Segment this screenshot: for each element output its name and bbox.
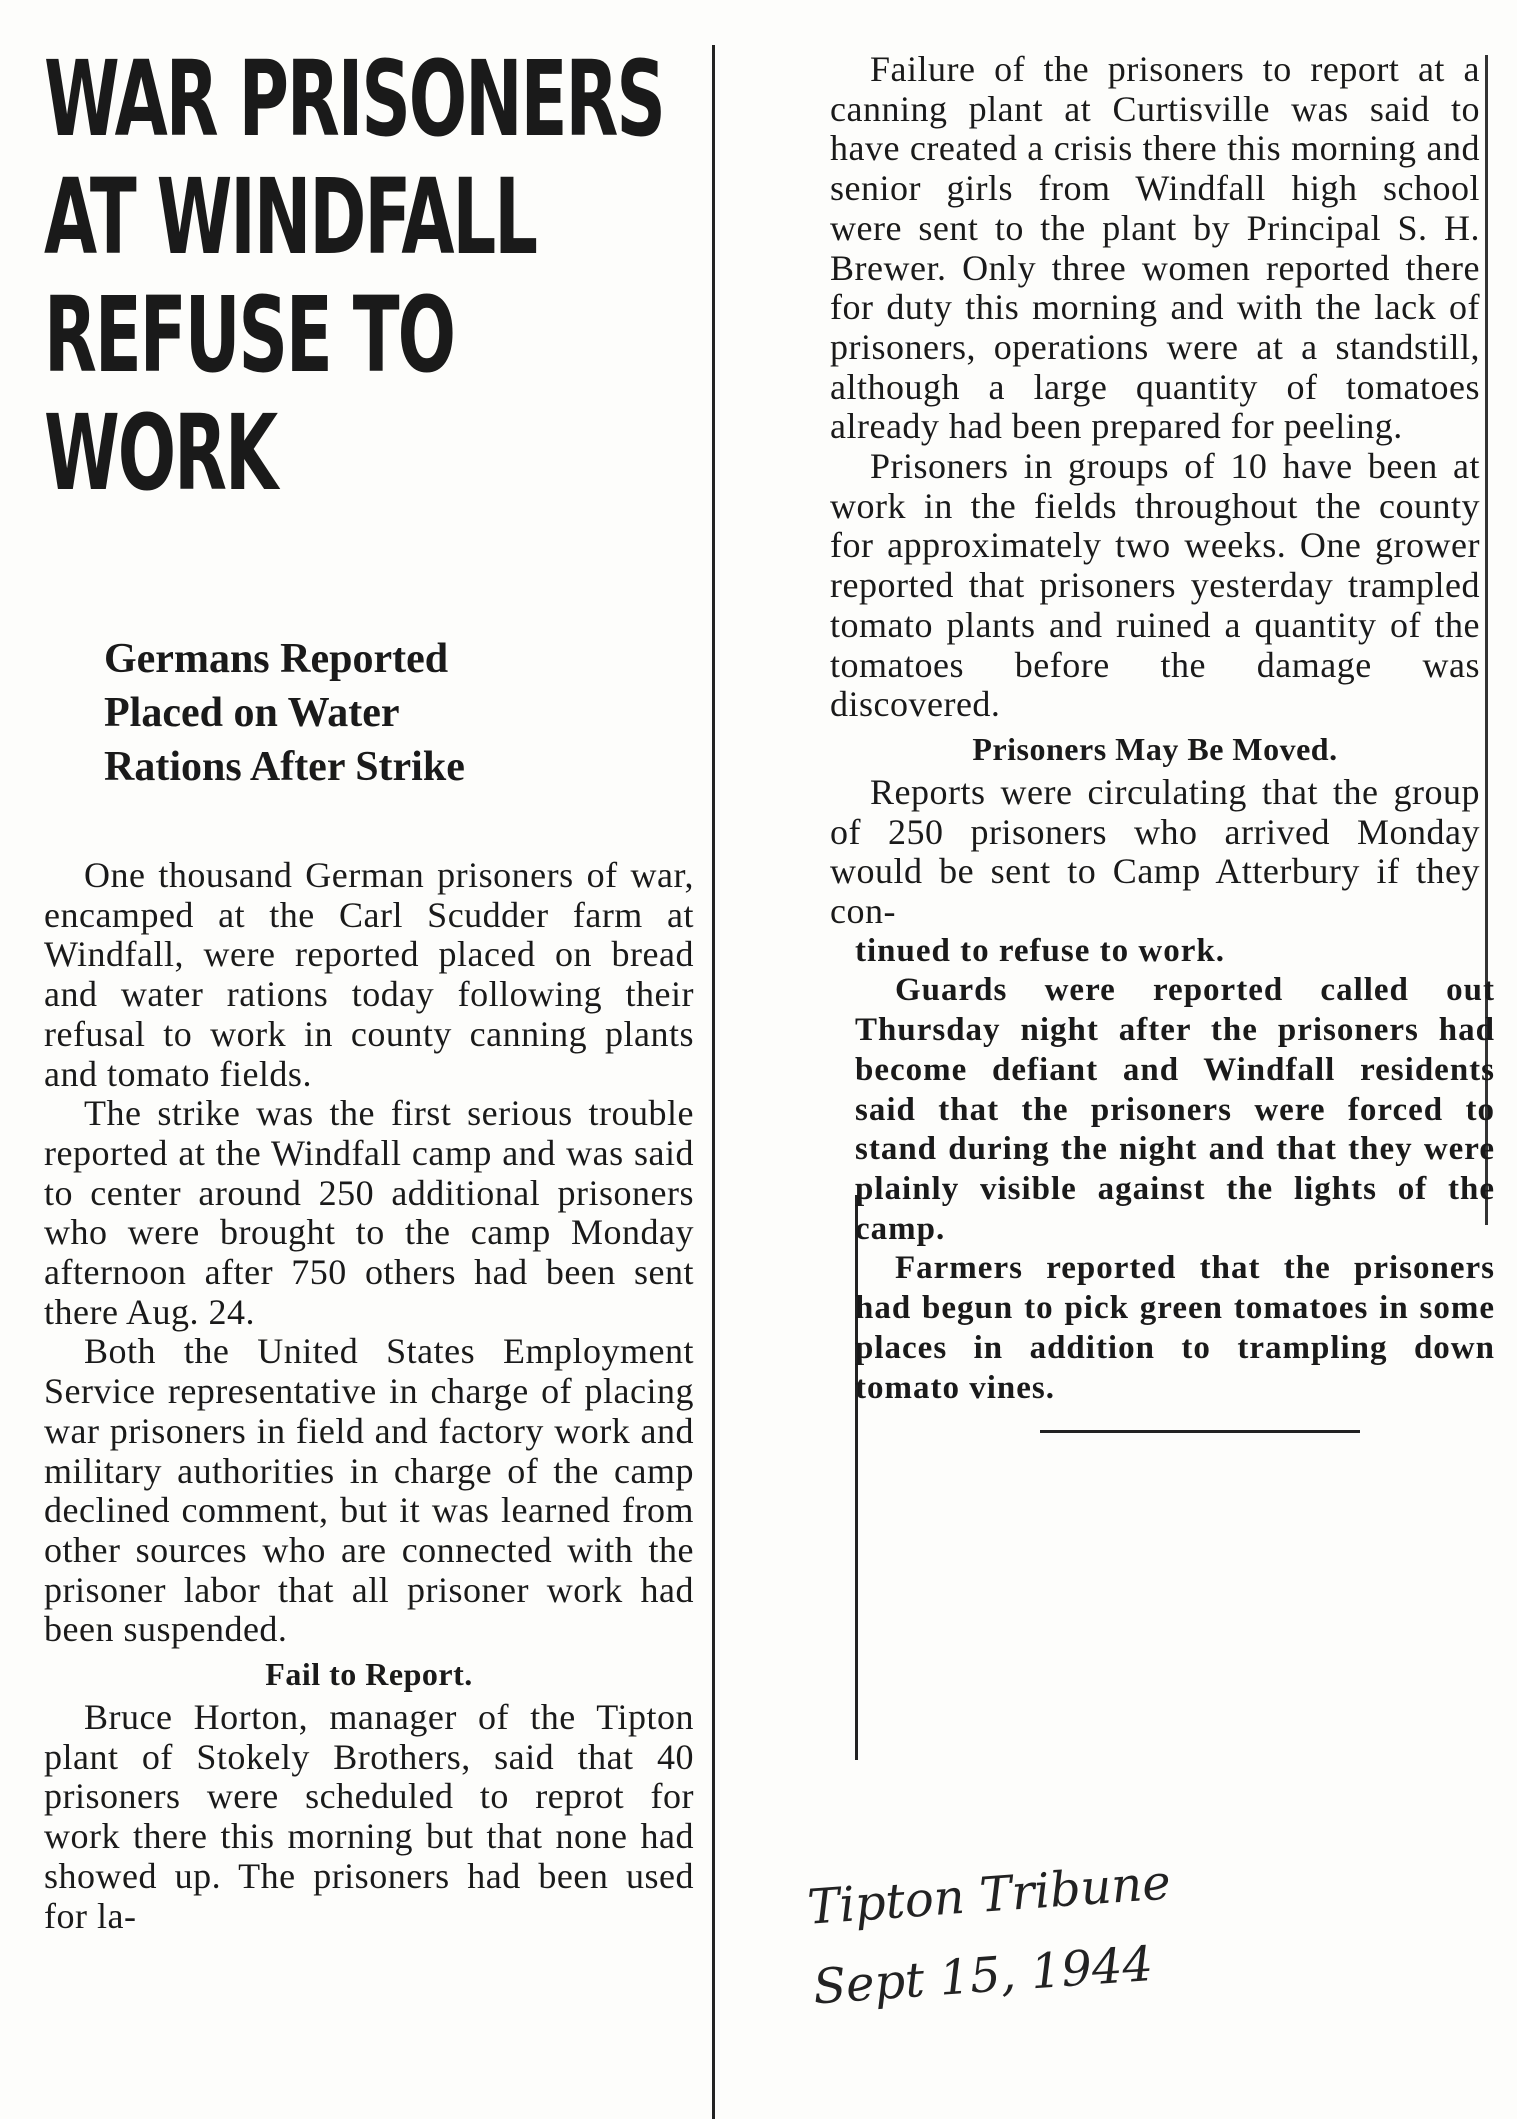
paragraph-3: Both the United States Employment Service representative in charge of placing war prisoners in field and factory work and military authorities in charge of the camp declined comment, but it was learned from other sources who are connected with the prisoner labor that all prisoner work had been suspended. bbox=[44, 1331, 694, 1650]
subhead-line-1: Germans Reported bbox=[104, 636, 449, 682]
right-column bbox=[830, 49, 1495, 1433]
handwritten-note bbox=[805, 1843, 1179, 2028]
left-column bbox=[44, 40, 694, 1936]
subhead-line-2: Placed on Water bbox=[104, 690, 400, 736]
headline bbox=[44, 40, 691, 512]
paragraph-1: One thousand German prisoners of war, encamped at the Carl Scudder farm at Windfall, were reported placed on bread and water rations today following their refusal to work in county canning plants and tomato fields. bbox=[44, 855, 694, 1094]
article-body-right bbox=[830, 50, 1480, 932]
headline-line-1: WAR PRISONERS bbox=[44, 38, 664, 160]
paragraph-4: Bruce Horton, manager of the Tipton plant of Stokely Brothers, said that 40 prisoners were scheduled to reprot for work there this morning but that none had showed up. The prisoners had been used for la- bbox=[44, 1697, 694, 1936]
article-body-lower-right bbox=[855, 932, 1495, 1408]
handwritten-date: Sept 15, 1944 bbox=[811, 1935, 1155, 2016]
subheadline bbox=[104, 632, 694, 794]
section-heading-fail-to-report: Fail to Report. bbox=[265, 1656, 473, 1693]
paragraph-6: Prisoners in groups of 10 have been at work in the fields throughout the county for approximately two weeks. One grower reported that prisoners yesterday trampled tomato plants and ruined a quantity of the tomatoes before the damage was discovered. bbox=[830, 446, 1480, 725]
end-rule bbox=[1040, 1430, 1360, 1433]
paragraph-7: Reports were circulating that the group of 250 prisoners who arrived Monday would be sent to Camp Atterbury if they con- bbox=[830, 771, 1480, 932]
paragraph-10: Farmers reported that the prisoners had begun to pick green tomatoes in some places in addition to trampling down tomato vines. bbox=[855, 1250, 1495, 1406]
column-divider bbox=[712, 45, 715, 2119]
paragraph-9: Guards were reported called out Thursday night after the prisoners had become defiant and Windfall residents said that the prisoners were forced to stand during the night and that they were plainly visible against the lights of the camp. bbox=[855, 972, 1495, 1247]
handwritten-source: Tipton Tribune bbox=[805, 1854, 1173, 1936]
paragraph-5: Failure of the prisoners to report at a canning plant at Curtisville was said to have created a crisis there this morning and senior girls from Windfall high school were sent to the plant by Principal S. H. Brewer. Only three women reported there for duty this morning and with the lack of prisoners, operations were at a standstill, although a large quantity of tomatoes already had been prepared for peeling. bbox=[830, 49, 1480, 447]
article-body-left bbox=[44, 856, 694, 1936]
headline-line-3: REFUSE TO WORK bbox=[44, 274, 454, 514]
paragraph-8: tinued to refuse to work. bbox=[855, 932, 1225, 969]
headline-line-2: AT WINDFALL bbox=[44, 156, 537, 278]
section-heading-may-be-moved: Prisoners May Be Moved. bbox=[972, 730, 1338, 767]
paragraph-2: The strike was the first serious trouble reported at the Windfall camp and was said to center around 250 additional prisoners who were brought to the camp Monday afternoon after 750 others had been sent there Aug. 24. bbox=[44, 1093, 694, 1332]
subhead-line-3: Rations After Strike bbox=[104, 744, 465, 790]
